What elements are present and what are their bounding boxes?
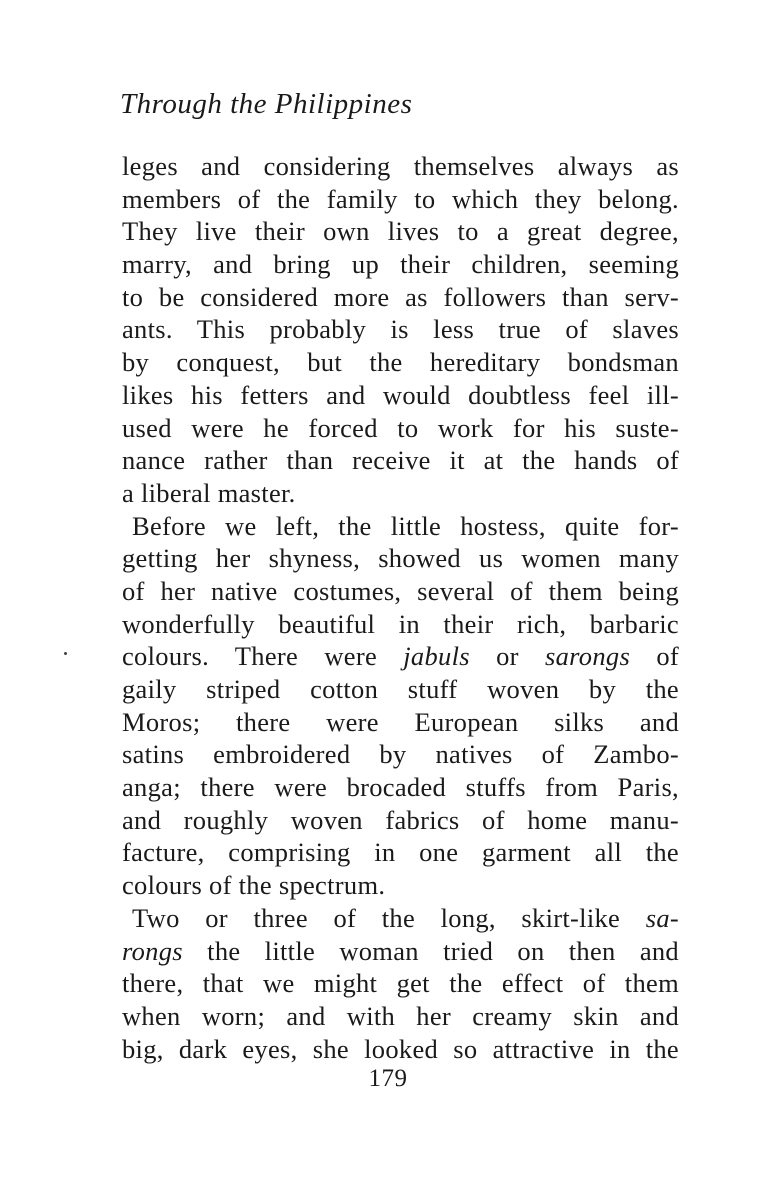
- text-run: of her native costumes, several of them being: [122, 575, 679, 606]
- text-run: a liberal master.: [122, 477, 296, 508]
- text-run: colours. There were: [122, 641, 404, 672]
- text-line: [122, 183, 679, 216]
- running-head: Through the Philippines: [120, 88, 413, 120]
- text-run: gaily striped cotton stuff woven by the: [122, 674, 679, 704]
- text-line: [122, 673, 679, 706]
- text-line: [122, 771, 679, 804]
- text-line: [122, 608, 679, 641]
- text-run: facture, comprising in one garment all the: [122, 837, 679, 868]
- scan-speck: [64, 652, 67, 655]
- text-line: [122, 313, 679, 346]
- text-line: [122, 706, 679, 739]
- text-line: [122, 869, 679, 902]
- text-run: likes his fetters and would doubtless feel ill-: [122, 379, 679, 410]
- text-line: [122, 640, 679, 673]
- text-run: of: [630, 641, 679, 672]
- text-line: [122, 510, 679, 543]
- text-run: to be considered more as followers than serv-: [122, 281, 679, 312]
- text-run: members of the family to which they belong.: [122, 183, 679, 214]
- italic-word: sa-: [645, 902, 679, 933]
- text-run: there, that we might get the effect of them: [122, 968, 679, 999]
- text-line: [122, 902, 679, 935]
- page-number: 179: [368, 1065, 408, 1092]
- text-run: by conquest, but the hereditary bondsman: [122, 347, 679, 378]
- text-run: Before we left, the little hostess, quite for-: [132, 510, 679, 541]
- text-run: and roughly woven fabrics of home manu-: [122, 804, 679, 835]
- text-run: the little woman tried on then and: [182, 935, 679, 966]
- text-line: [122, 804, 679, 837]
- text-run: getting her shyness, showed us women many: [122, 543, 679, 574]
- text-run: ants. This probably is less true of slaves: [122, 314, 679, 345]
- text-line: [122, 412, 679, 445]
- text-line: [122, 215, 679, 248]
- text-line: [122, 575, 679, 608]
- text-run: nance rather than receive it at the hands of: [122, 445, 679, 476]
- text-line: [122, 346, 679, 379]
- text-run: Moros; there were European silks and: [122, 706, 679, 737]
- text-line: [122, 967, 679, 1000]
- text-line: [122, 444, 679, 477]
- text-line: [122, 1033, 679, 1066]
- text-line: [122, 379, 679, 412]
- text-line: [122, 935, 679, 968]
- body-text: [122, 150, 679, 1065]
- text-line: [122, 150, 679, 183]
- text-run: when worn; and with her creamy skin and: [122, 1000, 679, 1031]
- text-run: wonderfully beautiful in their rich, barbaric: [122, 608, 679, 639]
- text-run: used were he forced to work for his suste-: [122, 412, 679, 443]
- text-line: [122, 281, 679, 314]
- text-line: [122, 738, 679, 771]
- italic-word: rongs: [122, 935, 183, 966]
- text-run: or: [469, 641, 546, 672]
- text-run: They live their own lives to a great degree,: [122, 216, 679, 247]
- text-line: [122, 477, 679, 510]
- text-run: colours of the spectrum.: [122, 870, 386, 901]
- text-line: [122, 542, 679, 575]
- text-run: Two or three of the long, skirt-like: [132, 902, 646, 933]
- text-line: [122, 836, 679, 869]
- text-run: anga; there were brocaded stuffs from Paris,: [122, 772, 679, 803]
- text-run: leges and considering themselves always as: [122, 151, 679, 181]
- text-run: big, dark eyes, she looked so attractive in the: [122, 1033, 679, 1064]
- text-run: satins embroidered by natives of Zambo-: [122, 739, 679, 770]
- text-line: [122, 1000, 679, 1033]
- italic-word: sarongs: [545, 641, 631, 672]
- text-line: [122, 248, 679, 281]
- text-run: marry, and bring up their children, seeming: [122, 249, 679, 280]
- italic-word: jabuls: [403, 641, 470, 672]
